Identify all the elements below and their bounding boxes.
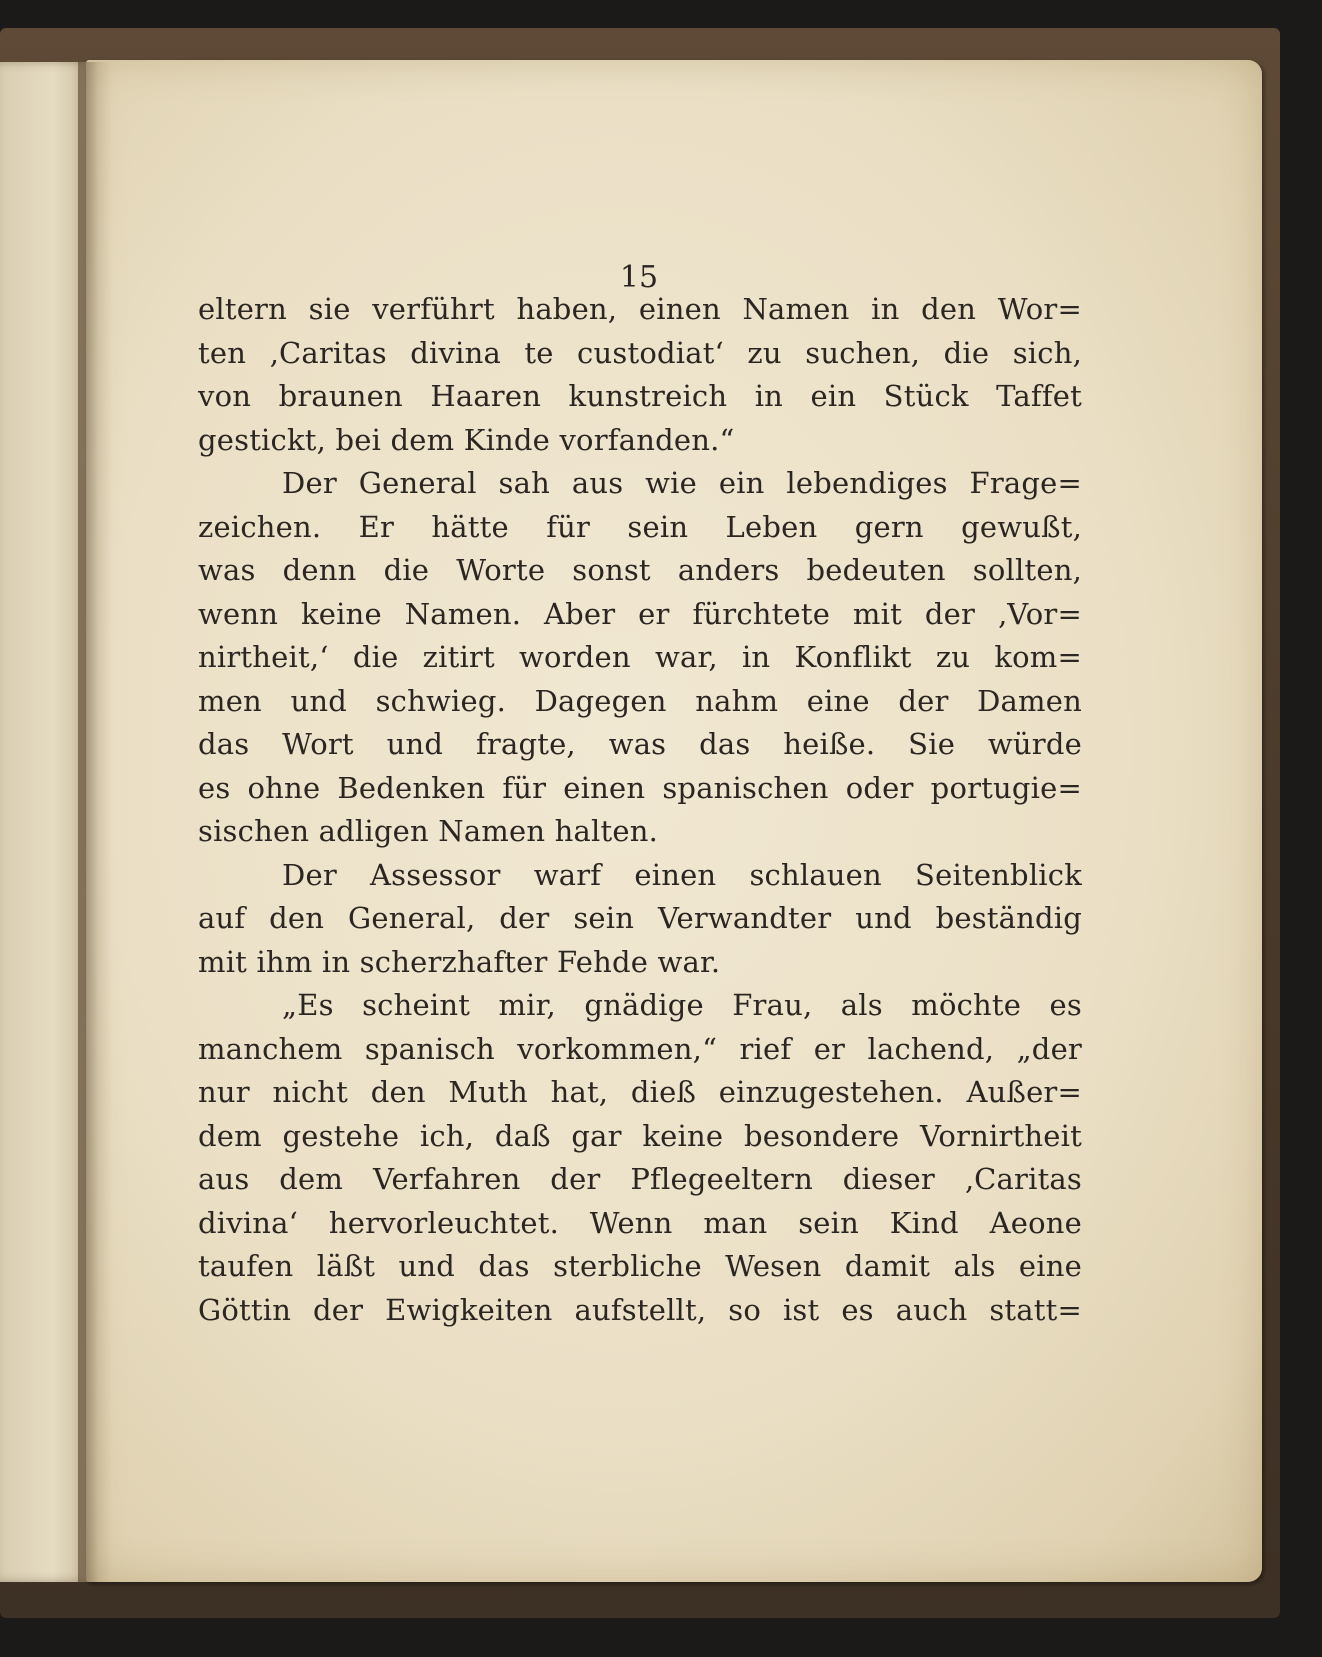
- spine-shadow: [78, 62, 112, 1582]
- text-line: auf den General, der sein Verwandter und beständig: [198, 901, 1082, 935]
- text-line: manchem spanisch vorkommen,“ rief er lachend, „der: [198, 1031, 1082, 1066]
- text-line: Der Assessor warf einen schlauen Seitenblick: [282, 857, 1082, 892]
- text-line: eltern sie verführt haben, einen Namen in den Wor=: [198, 292, 1082, 326]
- text-line: dem gestehe ich, daß gar keine besondere Vornirtheit: [198, 1118, 1082, 1153]
- text-line: sischen adligen Namen halten.: [198, 814, 659, 848]
- text-line: mit ihm in scherzhafter Fehde war.: [198, 944, 721, 979]
- text-line: men und schwieg. Dagegen nahm eine der Damen: [198, 683, 1082, 718]
- text-line: Der General sah aus wie ein lebendiges Frage=: [282, 466, 1082, 500]
- text-line: ten ‚Caritas divina te custodiat‘ zu suchen, die sich,: [198, 335, 1082, 370]
- text-line: das Wort und fragte, was das heiße. Sie würde: [198, 727, 1082, 761]
- text-line: nirtheit,‘ die zitirt worden war, in Konflikt zu kom=: [198, 640, 1082, 674]
- text-line: divina‘ hervorleuchtet. Wenn man sein Kind Aeone: [198, 1205, 1082, 1240]
- text-line: was denn die Worte sonst anders bedeuten sollten,: [198, 553, 1082, 587]
- text-line: wenn keine Namen. Aber er fürchtete mit der ‚Vor=: [198, 596, 1082, 631]
- text-line: es ohne Bedenken für einen spanischen oder portugie=: [198, 770, 1082, 805]
- text-line: gestickt, bei dem Kinde vorfanden.“: [198, 422, 735, 457]
- text-line: zeichen. Er hätte für sein Leben gern gewußt,: [198, 509, 1082, 544]
- text-line: Göttin der Ewigkeiten aufstellt, so ist es auch statt=: [198, 1292, 1082, 1327]
- text-line: aus dem Verfahren der Pflegeeltern dieser ‚Caritas: [198, 1162, 1082, 1196]
- text-line: „Es scheint mir, gnädige Frau, als möchte es: [282, 988, 1082, 1022]
- body-text: [198, 288, 1082, 1332]
- page-number: 15: [619, 260, 659, 295]
- text-line: taufen läßt und das sterbliche Wesen damit als eine: [198, 1249, 1082, 1283]
- text-line: von braunen Haaren kunstreich in ein Stück Taffet: [198, 379, 1082, 413]
- text-line: nur nicht den Muth hat, dieß einzugestehen. Außer=: [198, 1075, 1082, 1109]
- left-page-edge: [0, 62, 88, 1582]
